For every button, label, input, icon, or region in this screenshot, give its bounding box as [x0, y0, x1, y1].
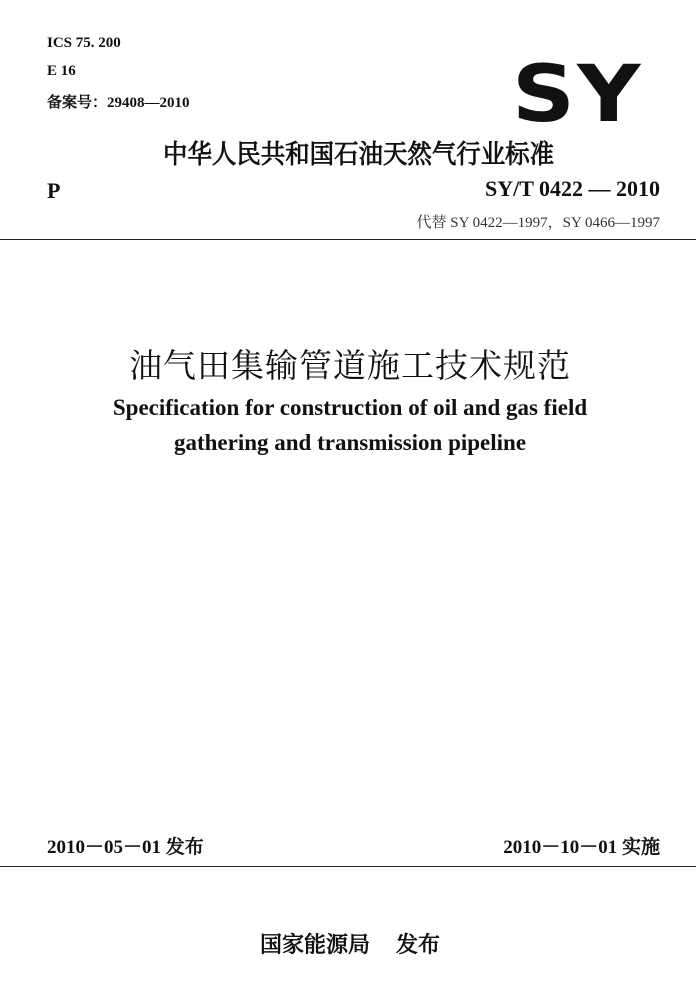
issue-label: 发布	[165, 836, 204, 858]
implementation-date	[503, 832, 660, 859]
implementation-date-value: 2010－10－01	[503, 837, 618, 858]
implementation-label: 实施	[621, 836, 660, 858]
issue-date	[47, 832, 204, 859]
publisher	[0, 928, 700, 959]
record-number	[47, 91, 190, 112]
record-label: 备案号：	[47, 93, 108, 111]
publisher-name: 国家能源局	[259, 933, 370, 958]
bottom-divider	[0, 866, 696, 867]
record-number-value: 29408—2010	[107, 95, 190, 111]
ics-code: ICS 75. 200	[47, 35, 121, 51]
title-english-line1: Specification for construction of oil and gas field	[112, 395, 588, 420]
title-english-line2: gathering and transmission pipeline	[173, 430, 527, 455]
standard-category: 中华人民共和国石油天然气行业标准	[163, 140, 555, 170]
sy-logo: SY	[512, 50, 643, 140]
ccs-code: E 16	[47, 63, 76, 79]
top-divider	[0, 239, 696, 240]
issue-date-value: 2010－05－01	[47, 837, 162, 858]
publisher-action: 发布	[396, 933, 441, 958]
replaces-note: 代替 SY 0422—1997，SY 0466—1997	[416, 215, 660, 231]
title-chinese: 油气田集输管道施工技术规范	[129, 346, 571, 385]
standard-number: SY/T 0422 — 2010	[484, 176, 660, 201]
classification-letter: P	[47, 178, 61, 203]
